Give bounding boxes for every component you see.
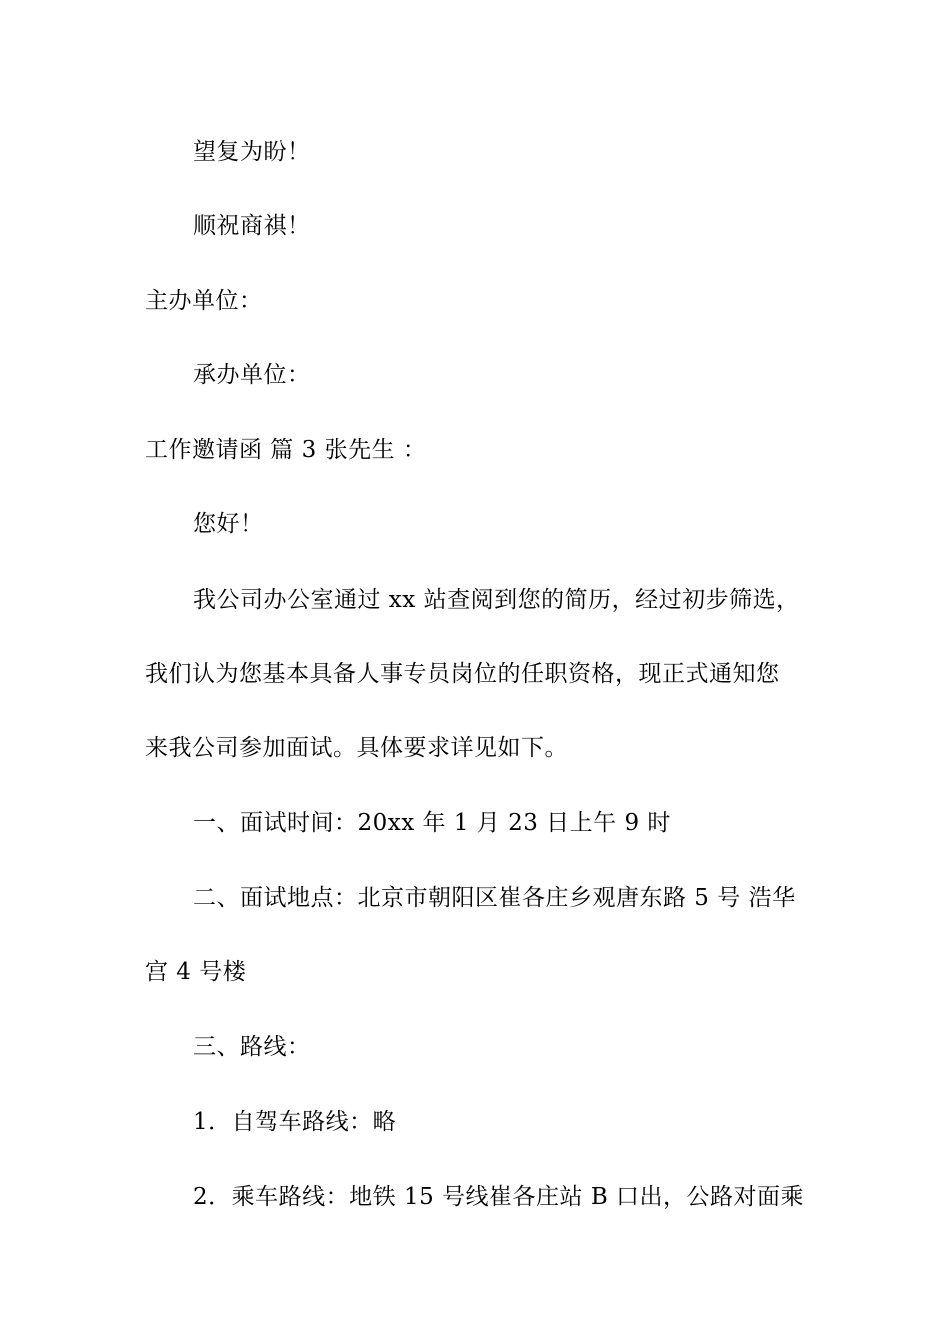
closing-regards-line: 顺祝商祺！ [193,213,311,239]
interview-time-line: 一、面试时间：20xx 年 1 月 23 日上午 9 时 [193,810,671,836]
interview-location-line-1: 二、面试地点：北京市朝阳区崔各庄乡观唐东路 5 号 浩华 [193,885,796,911]
letter-heading: 工作邀请函 篇 3 张先生 ： [145,437,427,463]
organizer-label: 主办单位： [145,288,263,314]
self-drive-route-line: 1．自驾车路线：略 [193,1109,397,1135]
body-paragraph-line-3: 来我公司参加面试。具体要求详见如下。 [145,735,568,761]
route-heading: 三、路线： [193,1034,311,1060]
body-paragraph-line-2: 我们认为您基本具备人事专员岗位的任职资格，现正式通知您 [145,661,780,687]
closing-hope-line: 望复为盼！ [193,139,311,165]
transit-route-line: 2．乘车路线：地铁 15 号线崔各庄站 B 口出，公路对面乘 [193,1184,805,1210]
interview-location-line-2: 宫 4 号楼 [145,959,247,985]
body-paragraph-line-1: 我公司办公室通过 xx 站查阅到您的简历，经过初步筛选， [193,587,800,613]
greeting-line: 您好！ [193,511,264,537]
co-organizer-label: 承办单位： [193,362,311,388]
